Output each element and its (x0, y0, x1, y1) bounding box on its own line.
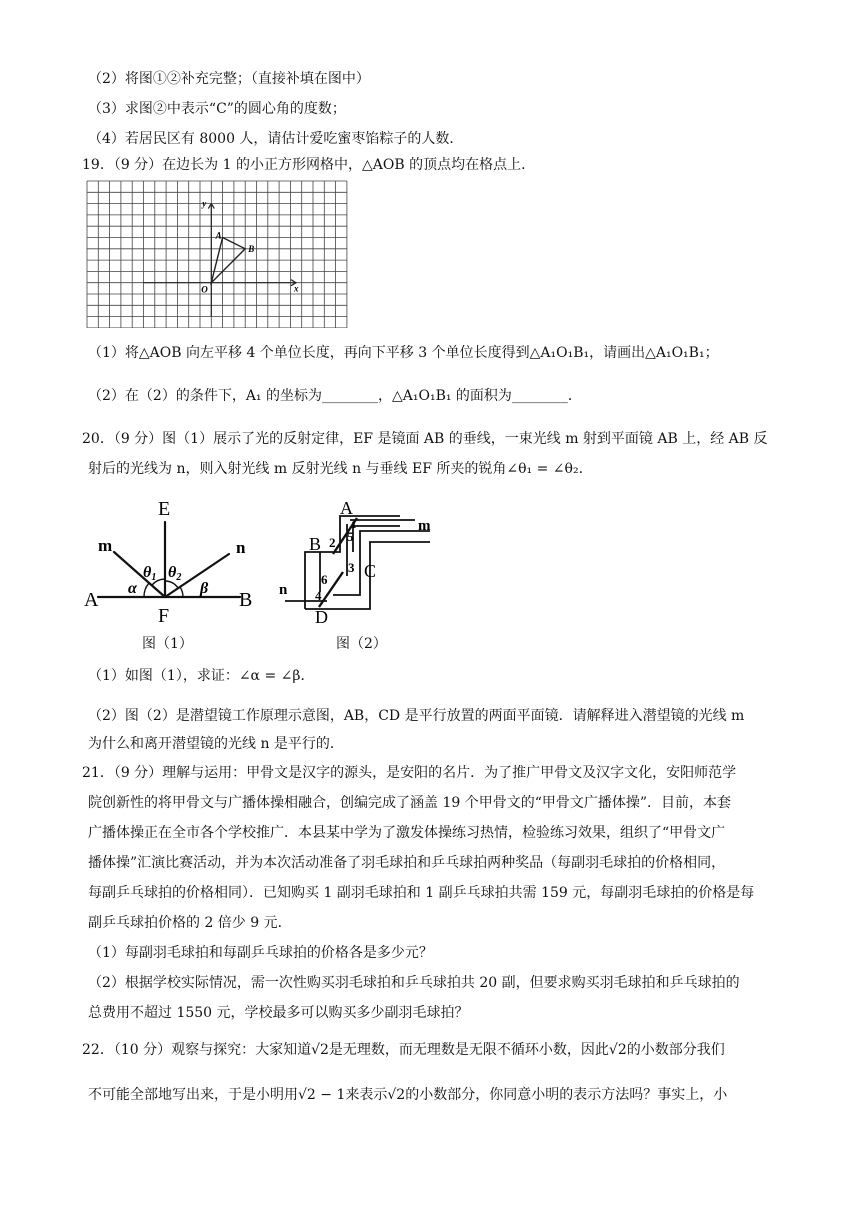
q19-part-1: （1）将△AOB 向左平移 4 个单位长度，再向下平移 3 个单位长度得到△A₁O₁B₁，请画出△A₁O₁B₁； (88, 345, 719, 361)
label-a2: A (340, 498, 353, 518)
label-c2: C (364, 561, 377, 581)
label-b: B (239, 589, 253, 611)
label-angle3: 3 (348, 560, 355, 575)
grid-figure-19 (82, 178, 362, 328)
ray-m-line (114, 552, 165, 597)
q18-part-4: （4）若居民区有 8000 人，请估计爱吃蜜枣馅粽子的人数． (88, 131, 464, 147)
label-beta: β (200, 580, 209, 597)
q20-part-1: （1）如图（1），求证：∠α = ∠β． (88, 668, 315, 684)
periscope-figure-2 (275, 496, 445, 626)
label-point-a: A (215, 230, 222, 241)
q20-line-2: 射后的光线为 n，则入射光线 m 反射光线 n 与垂线 EF 所夹的锐角∠θ₁ = ∠θ₂． (88, 461, 593, 477)
label-d2: D (315, 607, 328, 626)
label-axis-y: y (202, 198, 207, 209)
q18-part-3: （3）求图②中表示“C”的圆心角的度数； (88, 101, 346, 117)
q18-part-2: （2）将图①②补充完整；（直接补填在图中） (88, 71, 370, 87)
label-angle4: 4 (315, 588, 322, 603)
figure-1-caption: 图（1） (142, 636, 193, 652)
q20-line-1: 20．（9 分）图（1）展示了光的反射定律，EF 是镜面 AB 的垂线，一束光线 m 射到平面镜 AB 上，经 AB 反 (82, 431, 768, 447)
label-angle6: 6 (321, 572, 328, 587)
label-b2: B (309, 534, 322, 554)
label-axis-x: x (294, 283, 299, 294)
q21-part-2-line-1: （2）根据学校实际情况，需一次性购买羽毛球拍和乒乓球拍共 20 副，但要求购买羽毛球拍和乒乓球拍的 (88, 975, 740, 991)
q21-line-3: 广播体操正在全市各个学校推广．本县某中学为了激发体操练习热情，检验练习效果，组织了“甲骨文广 (88, 825, 726, 841)
label-n2: n (279, 582, 288, 598)
q21-part-2-line-2: 总费用不超过 1550 元，学校最多可以购买多少副羽毛球拍？ (88, 1005, 469, 1021)
q22-line-2: 不可能全部地写出来，于是小明用√2 − 1来表示√2的小数部分，你同意小明的表示方法吗？事实上，小 (88, 1087, 728, 1103)
label-origin: O (201, 284, 208, 295)
label-f: F (158, 605, 170, 626)
label-m: m (98, 536, 113, 555)
q21-line-1: 21．（9 分）理解与运用：甲骨文是汉字的源头，是安阳的名片．为了推广甲骨文及汉字文化，安阳师范学 (82, 765, 737, 781)
q19-stem: 19．（9 分）在边长为 1 的小正方形网格中，△AOB 的顶点均在格点上． (82, 157, 536, 173)
label-angle2: 2 (329, 535, 336, 550)
q20-part-2-line-1: （2）图（2）是潜望镜工作原理示意图，AB，CD 是平行放置的两面平面镜．请解释进入潜望镜的光线 m (88, 708, 745, 724)
label-m2: m (418, 518, 431, 534)
reflection-figure-1 (80, 496, 270, 626)
label-angle1: 1 (351, 519, 357, 531)
label-point-b: B (248, 243, 255, 254)
label-e: E (158, 498, 171, 520)
q19-part-2: （2）在（2）的条件下，A₁ 的坐标为________，△A₁O₁B₁ 的面积为________． (88, 388, 582, 404)
label-n: n (236, 538, 246, 557)
q21-line-5: 每副乒乓球拍的价格相同）．已知购买 1 副羽毛球拍和 1 副乒乓球拍共需 159 元，每副羽毛球拍的价格是每 (88, 885, 755, 901)
label-alpha: α (128, 580, 137, 597)
q20-part-2-line-2: 为什么和离开潜望镜的光线 n 是平行的． (88, 736, 344, 752)
label-theta1: θ1 (143, 564, 157, 583)
q21-part-1: （1）每副羽毛球拍和每副乒乓球拍的价格各是多少元？ (88, 945, 433, 961)
q22-line-1: 22．（10 分）观察与探究：大家知道√2是无理数，而无理数是无限不循环小数，因此√2的小数部分我们 (82, 1042, 725, 1058)
figure-2-caption: 图（2） (336, 636, 387, 652)
q21-line-6: 副乒乓球拍价格的 2 倍少 9 元． (88, 915, 292, 931)
q21-line-4: 播体操”汇演比赛活动，并为本次活动准备了羽毛球拍和乒乓球拍两种奖品（每副羽毛球拍的价格相同， (88, 855, 726, 871)
label-a: A (84, 589, 99, 611)
q21-line-2: 院创新性的将甲骨文与广播体操相融合，创编完成了涵盖 19 个甲骨文的“甲骨文广播体操”．目前，本套 (88, 795, 732, 811)
label-angle5: 5 (347, 529, 354, 544)
label-theta2: θ2 (168, 564, 182, 583)
